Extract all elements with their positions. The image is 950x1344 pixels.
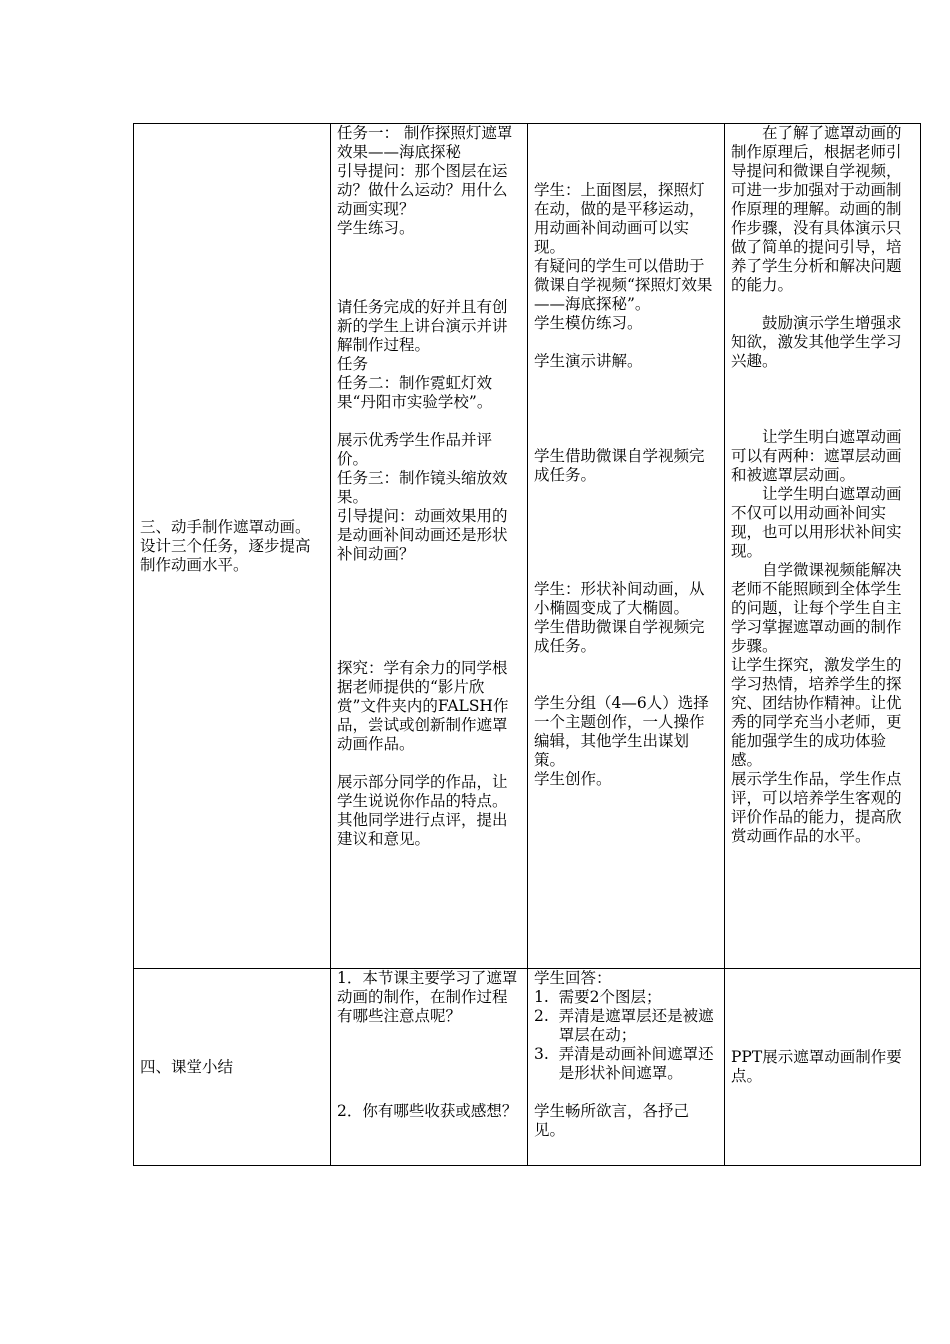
- explore-text: 探究：学有余力的同学根据老师提供的“影片欣赏”文件夹内的FALSH作品，尝试或创新制作遮罩动画作品。: [337, 659, 509, 753]
- showcase-text: 展示优秀学生作品并评价。: [337, 431, 493, 468]
- teacher-activity-cell: [331, 124, 528, 969]
- lesson-plan-table: [133, 123, 921, 1166]
- task1-text: 任务一： 制作探照灯遮罩效果——海底探秘: [337, 124, 513, 161]
- intent1-text: 在了解了遮罩动画的制作原理后，根据老师引导提问和微课自学视频，可进一步加强对于动画制作原理的理解。动画的制作步骤，没有具体演示只做了简单的提问引导，培养了学生分析和解决问题的能力。: [731, 124, 902, 294]
- design-intent-cell: [725, 124, 921, 969]
- student-activity-cell: [528, 124, 725, 969]
- demo-text: 学生演示讲解。: [534, 352, 643, 370]
- video3-text: 学生借助微课自学视频完成任务。: [534, 618, 705, 655]
- free-answer-text: 学生畅所欲言，各抒己见。: [534, 1102, 690, 1139]
- table-row: [134, 124, 921, 969]
- display-text: 展示部分同学的作品，让学生说说你作品的特点。其他同学进行点评，提出建议和意见。: [337, 773, 508, 848]
- answer1-text: 学生：上面图层，探照灯在动，做的是平移运动，用动画补间动画可以实现。: [534, 181, 705, 256]
- intent7-text: 展示学生作品，学生作点评，可以培养学生客观的评价作品的能力，提高欣赏动画作品的水平。: [731, 770, 902, 845]
- table-row: [134, 969, 921, 1166]
- task-word-text: 任务: [337, 355, 369, 373]
- video1-text: 有疑问的学生可以借助于微课自学视频“探照灯效果——海底探秘”。: [534, 257, 713, 313]
- answer3-text: 学生：形状补间动画，从小椭圆变成了大椭圆。: [534, 580, 705, 617]
- list-item: 3. 弄清是动画补间遮罩还是形状补间遮罩。: [534, 1045, 714, 1082]
- student-activity-cell: [528, 969, 725, 1166]
- video2-text: 学生借助微课自学视频完成任务。: [534, 447, 705, 484]
- question1-text: 引导提问：那个图层在运动？做什么运动？用什么动画实现？: [337, 162, 508, 218]
- intent3-text: 让学生明白遮罩动画可以有两种：遮罩层动画和被遮罩层动画。: [731, 428, 902, 484]
- intent4-text: 让学生明白遮罩动画不仅可以用动画补间实现，也可以用形状补间实现。: [731, 485, 902, 560]
- summary-question2-text: 2．你有哪些收获或感想？: [337, 1102, 518, 1120]
- imitate-text: 学生模仿练习。: [534, 314, 643, 332]
- intent6-text: 让学生探究，激发学生的学习热情，培养学生的探究、团结协作精神。让优秀的同学充当小老师，更能加强学生的成功体验感。: [731, 656, 902, 769]
- create-text: 学生创作。: [534, 770, 612, 788]
- intent2-text: 鼓励演示学生增强求知欲，激发其他学生学习兴趣。: [731, 314, 902, 370]
- teacher-activity-cell: [331, 969, 528, 1166]
- practice1-text: 学生练习。: [337, 219, 415, 237]
- answer-head-text: 学生回答：: [534, 969, 612, 987]
- group-text: 学生分组（4—6人）选择一个主题创作，一人操作编辑，其他学生出谋划策。: [534, 694, 709, 769]
- stage-cell: 四、课堂小结: [134, 969, 331, 1166]
- question3-text: 引导提问：动画效果用的是动画补间动画还是形状补间动画？: [337, 507, 508, 563]
- list-item: 1. 需要2个图层；: [534, 988, 662, 1006]
- design-intent-cell: PPT展示遮罩动画制作要点。: [725, 969, 921, 1166]
- invite-text: 请任务完成的好并且有创新的学生上讲台演示并讲解制作过程。: [337, 298, 508, 354]
- stage-cell: 三、动手制作遮罩动画。 设计三个任务，逐步提高制作动画水平。: [134, 124, 331, 969]
- task3-text: 任务三：制作镜头缩放效果。: [337, 469, 508, 506]
- intent5-text: 自学微课视频能解决老师不能照顾到全体学生的问题，让每个学生自主学习掌握遮罩动画的制作步骤。: [731, 561, 902, 655]
- list-item: 2. 弄清是遮罩层还是被遮罩层在动；: [534, 1007, 714, 1044]
- summary-question1-text: 1．本节课主要学习了遮罩动画的制作，在制作过程有哪些注意点呢？: [337, 969, 518, 1025]
- task2-text: 任务二：制作霓虹灯效果“丹阳市实验学校”。: [337, 374, 493, 411]
